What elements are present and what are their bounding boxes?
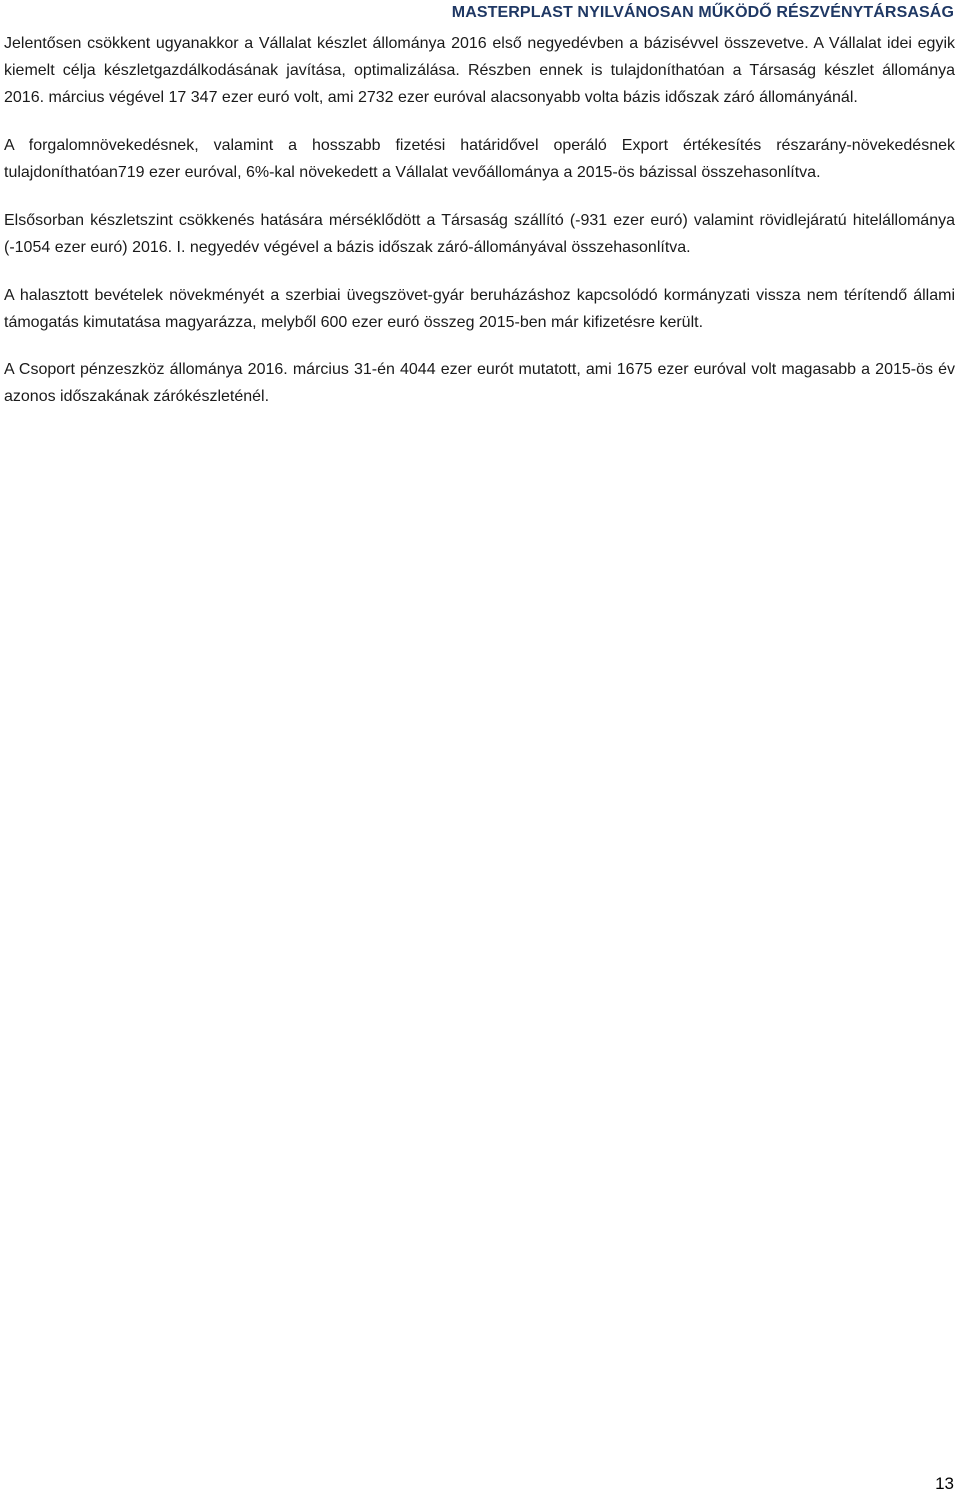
paragraph-inventory: Jelentősen csökkent ugyanakkor a Vállalat készlet állománya 2016 első negyedévben a bázisévvel összevetve. A Vállalat idei egyik kiemelt célja készletgazdálkodásának javítása, optimalizálása. Részben ennek is tulajdoníthatóan a Társaság készlet állománya 2016. március végével 17 347 ezer euró volt, ami 2732 ezer euróval alacsonyabb volta bázis időszak záró állományánál. <box>4 35 955 106</box>
paragraph-suppliers: Elsősorban készletszint csökkenés hatására mérséklődött a Társaság szállító (-931 ezer euró) valamint rövidlejáratú hitelállománya (-1054 ezer euró) 2016. I. negyedév végével a bázis időszak záró-állományával összehasonlítva. <box>4 212 955 256</box>
document-body <box>4 30 955 410</box>
paragraph-cash: A Csoport pénzeszköz állománya 2016. március 31-én 4044 ezer eurót mutatott, ami 1675 ezer euróval volt magasabb a 2015-ös év azonos időszakának zárókészleténél. <box>4 361 955 405</box>
paragraph-receivables: A forgalomnövekedésnek, valamint a hosszabb fizetési határidővel operáló Export értékesítés részarány-növekedésnek tulajdoníthatóan719 ezer euróval, 6%-kal növekedett a Vállalat vevőállománya a 2015-ös bázissal összehasonlítva. <box>4 137 955 181</box>
page-number: 13 <box>935 1474 954 1493</box>
paragraph-deferred-income: A halasztott bevételek növekményét a szerbiai üvegszövet-gyár beruházáshoz kapcsolódó kormányzati vissza nem térítendő állami támogatás kimutatása magyarázza, melyből 600 ezer euró összeg 2015-ben már kifizetésre került. <box>4 287 955 331</box>
document-header: MASTERPLAST NYILVÁNOSAN MŰKÖDŐ RÉSZVÉNYTÁRSASÁG <box>451 4 954 21</box>
